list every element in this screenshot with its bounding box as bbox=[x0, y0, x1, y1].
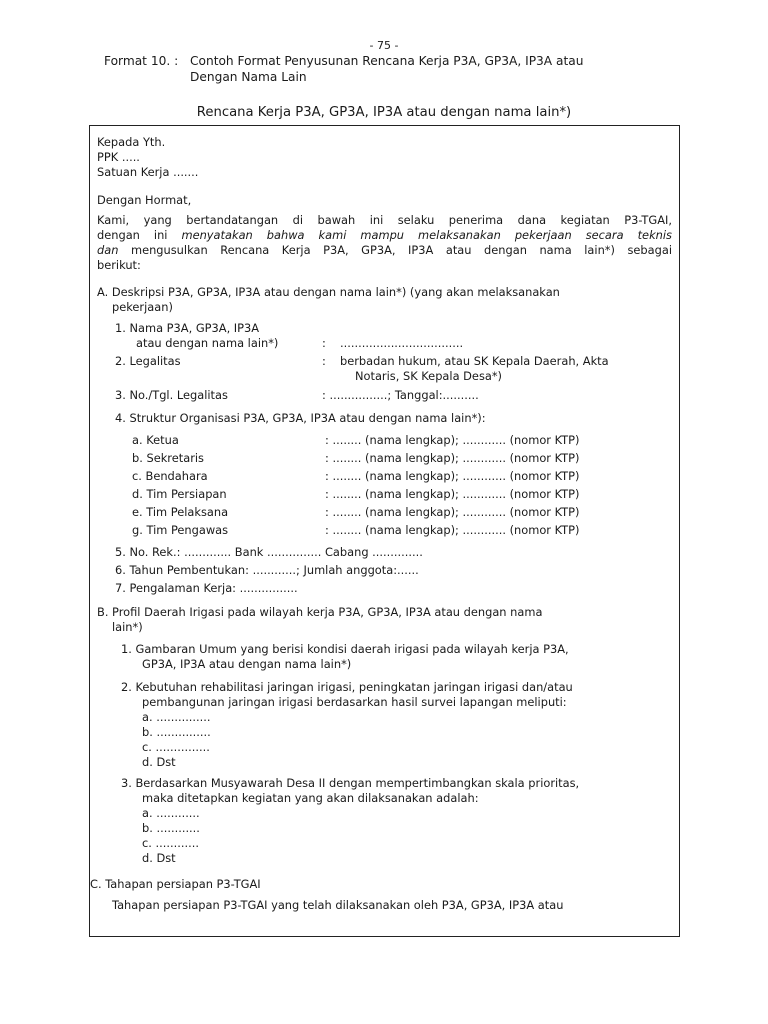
list-item: b. ............... bbox=[142, 725, 211, 739]
org-role: e. Tim Pelaksana bbox=[132, 505, 229, 519]
section-a-heading-cont: pekerjaan) bbox=[112, 300, 173, 314]
org-role: g. Tim Pengawas bbox=[132, 523, 229, 537]
b2-text: 2. Kebutuhan rehabilitasi jaringan irigasi, peningkatan jaringan irigasi dan/atau bbox=[121, 680, 573, 694]
b3-text: 3. Berdasarkan Musyawarah Desa II dengan mempertimbangkan skala prioritas, bbox=[121, 776, 580, 790]
a3-value: : ................; Tanggal:.......... bbox=[322, 388, 479, 402]
section-b-heading: B. Profil Daerah Irigasi pada wilayah kerja P3A, GP3A, IP3A atau dengan nama bbox=[97, 605, 543, 619]
org-value: : ........ (nama lengkap); ............ (nomor KTP) bbox=[325, 433, 580, 447]
a3-label: 3. No./Tgl. Legalitas bbox=[115, 388, 228, 402]
intro-line-2b: menyatakan bahwa kami mampu melaksanakan pekerjaan secara teknis bbox=[181, 228, 672, 242]
list-item: c. ............... bbox=[142, 740, 210, 754]
a1-colon: : bbox=[322, 336, 326, 350]
list-item: c. ............ bbox=[142, 836, 199, 850]
section-a-heading: A. Deskripsi P3A, GP3A, IP3A atau dengan nama lain*) (yang akan melaksanakan bbox=[97, 285, 560, 299]
list-item: d. Dst bbox=[142, 851, 176, 865]
org-role: a. Ketua bbox=[132, 433, 179, 447]
a5-bank: 5. No. Rek.: ............. Bank ............... Cabang .............. bbox=[115, 545, 423, 559]
a1-label: 1. Nama P3A, GP3A, IP3A bbox=[115, 321, 260, 335]
intro-line-2a: dengan ini bbox=[97, 228, 182, 242]
a2-value: berbadan hukum, atau SK Kepala Daerah, Akta bbox=[340, 354, 609, 368]
format-label: Format 10. : bbox=[104, 54, 179, 68]
org-role: b. Sekretaris bbox=[132, 451, 204, 465]
form-box bbox=[89, 125, 680, 937]
a1-value: .................................. bbox=[340, 336, 464, 350]
intro-line-4: berikut: bbox=[97, 258, 141, 272]
page-number: - 75 - bbox=[369, 39, 399, 52]
a2-value-cont: Notaris, SK Kepala Desa*) bbox=[355, 369, 502, 383]
intro-line-3b: mengusulkan Rencana Kerja P3A, GP3A, IP3A atau dengan nama lain*) sebagai bbox=[118, 243, 672, 257]
section-c-heading: C. Tahapan persiapan P3-TGAI bbox=[90, 877, 261, 891]
address-to: Kepada Yth. bbox=[97, 135, 166, 149]
list-item: b. ............ bbox=[142, 821, 200, 835]
b1-text-cont: GP3A, IP3A atau dengan nama lain*) bbox=[142, 657, 352, 671]
org-value: : ........ (nama lengkap); ............ (nomor KTP) bbox=[325, 487, 580, 501]
b1-text: 1. Gambaran Umum yang berisi kondisi daerah irigasi pada wilayah kerja P3A, bbox=[121, 642, 569, 656]
org-role: d. Tim Persiapan bbox=[132, 487, 227, 501]
address-ppk: PPK ..... bbox=[97, 150, 140, 164]
a2-label: 2. Legalitas bbox=[115, 354, 181, 368]
list-item: d. Dst bbox=[142, 755, 176, 769]
a1-label-cont: atau dengan nama lain*) bbox=[136, 336, 279, 350]
org-value: : ........ (nama lengkap); ............ (nomor KTP) bbox=[325, 505, 580, 519]
a2-colon: : bbox=[322, 354, 326, 368]
org-value: : ........ (nama lengkap); ............ (nomor KTP) bbox=[325, 523, 580, 537]
org-value: : ........ (nama lengkap); ............ (nomor KTP) bbox=[325, 451, 580, 465]
a7-experience: 7. Pengalaman Kerja: ................ bbox=[115, 581, 298, 595]
address-unit: Satuan Kerja ....... bbox=[97, 165, 199, 179]
b3-text-cont: maka ditetapkan kegiatan yang akan dilaksanakan adalah: bbox=[142, 791, 479, 805]
a4-label: 4. Struktur Organisasi P3A, GP3A, IP3A atau dengan nama lain*): bbox=[115, 411, 486, 425]
section-b-heading-cont: lain*) bbox=[112, 620, 143, 634]
list-item: a. ............ bbox=[142, 806, 200, 820]
greeting: Dengan Hormat, bbox=[97, 193, 192, 207]
section-c-text: Tahapan persiapan P3-TGAI yang telah dilaksanakan oleh P3A, GP3A, IP3A atau bbox=[112, 898, 564, 912]
document-title: Rencana Kerja P3A, GP3A, IP3A atau dengan nama lain*) bbox=[196, 105, 572, 120]
b2-text-cont: pembangunan jaringan irigasi berdasarkan hasil survei lapangan meliputi: bbox=[142, 695, 567, 709]
intro-line-1: Kami, yang bertandatangan di bawah ini selaku penerima dana kegiatan P3-TGAI, bbox=[97, 213, 672, 227]
format-title-line1: Contoh Format Penyusunan Rencana Kerja P3A, GP3A, IP3A atau bbox=[190, 54, 584, 68]
list-item: a. ............... bbox=[142, 710, 211, 724]
org-role: c. Bendahara bbox=[132, 469, 208, 483]
a6-founding: 6. Tahun Pembentukan: ............; Jumlah anggota:...... bbox=[115, 563, 419, 577]
format-title-line2: Dengan Nama Lain bbox=[190, 70, 307, 84]
org-value: : ........ (nama lengkap); ............ (nomor KTP) bbox=[325, 469, 580, 483]
intro-line-3a: dan bbox=[97, 243, 119, 257]
intro-line-3 bbox=[97, 242, 672, 259]
